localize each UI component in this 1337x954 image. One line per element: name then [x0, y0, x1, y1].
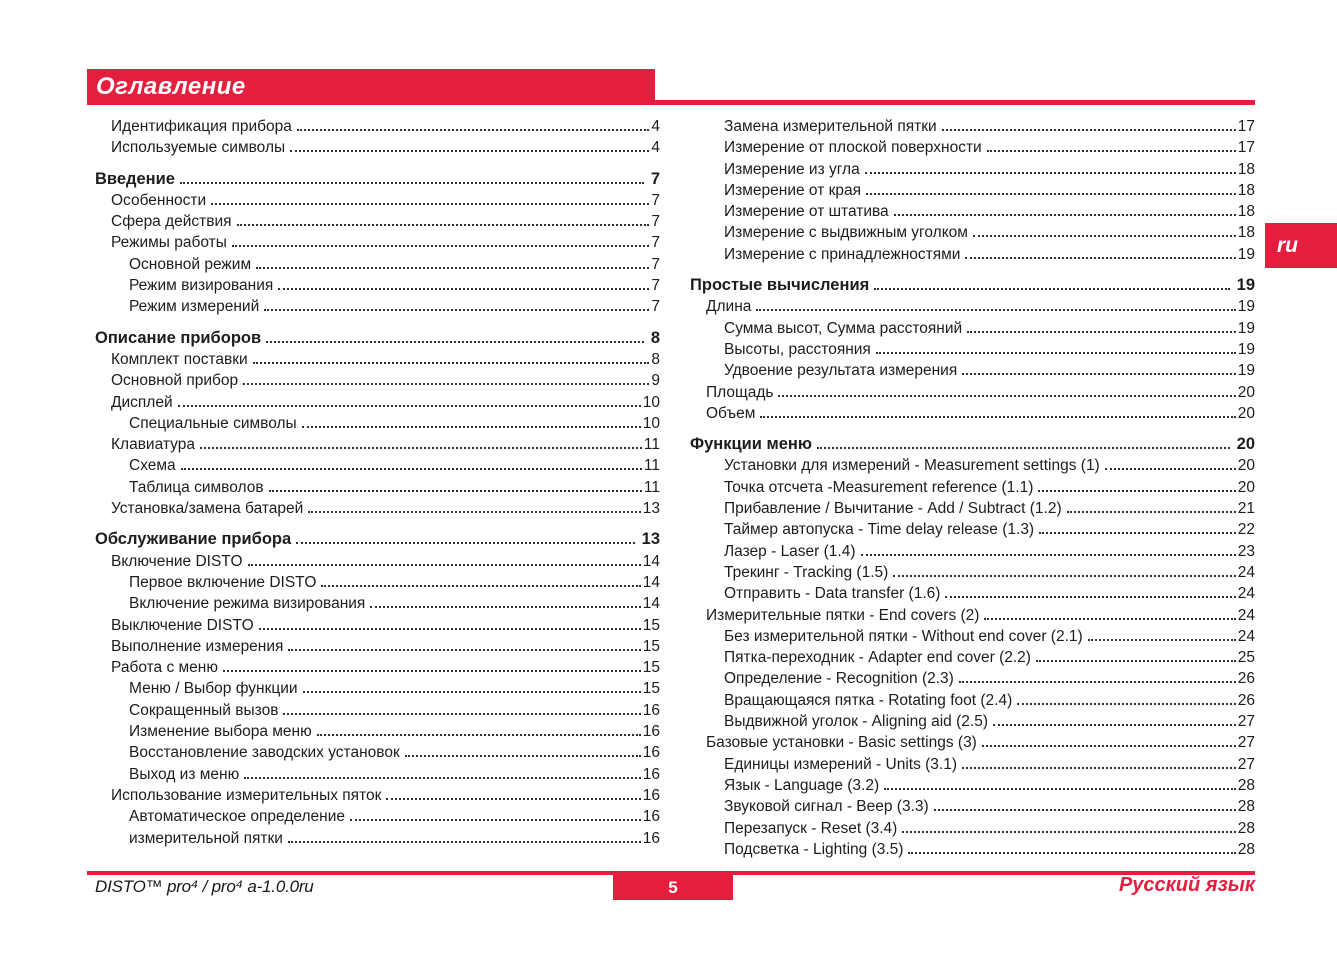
toc-entry — [690, 690, 1255, 711]
toc-entry-page: 7 — [651, 255, 660, 273]
toc-entry-page: 14 — [642, 573, 660, 591]
dot-leader — [973, 235, 1236, 237]
toc-entry-label: Режим измерений — [129, 298, 260, 316]
toc-entry — [690, 668, 1255, 689]
dot-leader — [817, 447, 1230, 449]
header-rule — [655, 100, 1255, 105]
toc-entry-label: Режимы работы — [111, 234, 227, 252]
toc-entry-page: 11 — [643, 457, 660, 475]
toc-entry-label: Включение DISTO — [111, 552, 243, 570]
toc-entry-label: Комплект поставки — [111, 350, 248, 368]
toc-entry-label: Вращающаяся пятка - Rotating foot (2.4) — [724, 691, 1013, 709]
toc-entry — [690, 754, 1255, 775]
toc-entry-page: 4 — [651, 118, 660, 135]
toc-left-column — [95, 116, 660, 849]
toc-entry-page: 7 — [651, 191, 660, 209]
toc-entry-page: 20 — [1237, 478, 1255, 496]
toc-entry-label: Длина — [706, 298, 752, 316]
toc-entry-label: Таймер автопуска - Time delay release (1.3) — [724, 521, 1035, 539]
dot-leader — [959, 681, 1236, 683]
dot-leader — [278, 288, 649, 290]
toc-entry-label: Удвоение результата измерения — [724, 362, 958, 380]
toc-entry-page: 18 — [1237, 224, 1255, 242]
toc-entry — [95, 434, 660, 455]
toc-entry-label: Измерение от плоской поверхности — [724, 139, 982, 157]
toc-entry-page: 7 — [651, 277, 660, 295]
toc-entry-page: 27 — [1237, 755, 1255, 773]
toc-entry-page: 18 — [1237, 203, 1255, 221]
toc-entry-label: Выключение DISTO — [111, 616, 254, 634]
toc-entry-page: 13 — [642, 500, 660, 518]
toc-entry-label: Таблица символов — [129, 478, 264, 496]
toc-entry — [690, 339, 1255, 360]
toc-entry-page: 14 — [642, 552, 660, 570]
toc-entry-label: Измерение от штатива — [724, 203, 889, 221]
dot-leader — [908, 852, 1235, 854]
toc-entry-label: Восстановление заводских установок — [129, 744, 400, 762]
dot-leader — [200, 447, 642, 449]
language-tab — [1265, 223, 1337, 268]
toc-entry-page: 16 — [642, 786, 660, 804]
toc-entry-label: Используемые символы — [111, 139, 286, 157]
toc-entry-page: 17 — [1237, 118, 1255, 135]
toc-entry-page: 20 — [1237, 383, 1255, 401]
toc-entry-page: 16 — [642, 723, 660, 741]
toc-entry-label: Измерение с выдвижным уголком — [724, 224, 968, 242]
toc-entry — [95, 764, 660, 785]
dot-leader — [248, 564, 641, 566]
dot-leader — [350, 819, 641, 821]
toc-entry-label: Прибавление / Вычитание - Add / Subtract (1.2) — [724, 500, 1062, 518]
page-number-box — [613, 875, 733, 900]
toc-entry — [690, 360, 1255, 381]
toc-entry-label: Базовые установки - Basic settings (3) — [706, 734, 977, 752]
toc-entry — [690, 455, 1255, 476]
dot-leader — [1017, 703, 1235, 705]
dot-leader — [296, 542, 634, 544]
toc-entry — [690, 796, 1255, 817]
toc-entry — [690, 541, 1255, 562]
dot-leader — [178, 405, 641, 407]
toc-entry-label: Сумма высот, Сумма расстояний — [724, 319, 963, 337]
toc-entry — [690, 275, 1255, 296]
toc-entry-label: Работа с меню — [111, 659, 218, 677]
dot-leader — [256, 267, 649, 269]
toc-entry-label: Трекинг - Tracking (1.5) — [724, 563, 889, 581]
toc-entry — [95, 370, 660, 391]
toc-entry — [690, 116, 1255, 137]
toc-entry — [690, 732, 1255, 753]
toc-entry — [95, 615, 660, 636]
dot-leader — [259, 628, 641, 630]
toc-entry — [95, 392, 660, 413]
dot-leader — [288, 649, 640, 651]
toc-entry-label: Измерительные пятки - End covers (2) — [706, 606, 980, 624]
toc-entry — [690, 818, 1255, 839]
toc-entry — [690, 222, 1255, 243]
toc-entry — [690, 296, 1255, 317]
toc-entry-label: Высоты, расстояния — [724, 340, 871, 358]
dot-leader — [962, 767, 1236, 769]
toc-entry-page: 19 — [1237, 319, 1255, 337]
toc-entry-page: 28 — [1237, 840, 1255, 858]
toc-entry-label: Основной режим — [129, 255, 252, 273]
toc-entry-page: 19 — [1237, 298, 1255, 316]
dot-leader — [982, 745, 1236, 747]
dot-leader — [1105, 468, 1236, 470]
toc-entry-page: 16 — [642, 744, 660, 762]
toc-entry — [690, 244, 1255, 265]
dot-leader — [243, 383, 649, 385]
dot-leader — [370, 606, 640, 608]
toc-entry — [690, 605, 1255, 626]
toc-entry-label: Включение режима визирования — [129, 595, 366, 613]
toc-entry-label: Перезапуск - Reset (3.4) — [724, 819, 898, 837]
toc-entry-page: 8 — [650, 328, 660, 347]
dot-leader — [967, 331, 1236, 333]
toc-entry — [95, 785, 660, 806]
toc-entry — [95, 254, 660, 275]
toc-entry — [95, 296, 660, 317]
toc-right-column — [690, 116, 1255, 860]
toc-entry-label: Выход из меню — [129, 765, 240, 783]
dot-leader — [302, 426, 641, 428]
toc-entry-page: 19 — [1236, 276, 1255, 295]
toc-entry-label: Клавиатура — [111, 436, 195, 454]
toc-entry-page: 23 — [1237, 542, 1255, 560]
toc-entry-page: 15 — [642, 680, 660, 698]
toc-entry-page: 19 — [1237, 340, 1255, 358]
toc-entry-label: Основной прибор — [111, 372, 239, 390]
toc-entry — [95, 572, 660, 593]
toc-entry-label: Введение — [95, 169, 175, 188]
dot-leader — [321, 585, 640, 587]
dot-leader — [1088, 639, 1236, 641]
dot-leader — [902, 831, 1235, 833]
toc-entry-label: Замена измерительной пятки — [724, 118, 937, 135]
toc-entry-label: Без измерительной пятки - Without end cover (2.1) — [724, 627, 1083, 645]
toc-entry-page: 7 — [651, 213, 660, 231]
document-language-label: Русский язык — [1118, 874, 1255, 896]
toc-entry — [95, 636, 660, 657]
toc-entry — [95, 529, 660, 550]
toc-entry-label: Установки для измерений - Measurement settings (1) — [724, 457, 1100, 475]
toc-entry-page: 7 — [651, 298, 660, 316]
toc-entry-page: 28 — [1237, 798, 1255, 816]
dot-leader — [1067, 511, 1236, 513]
toc-entry-label: Схема — [129, 457, 176, 475]
toc-entry — [95, 190, 660, 211]
toc-entry — [95, 593, 660, 614]
toc-entry-page: 9 — [651, 372, 660, 390]
dot-leader — [893, 575, 1235, 577]
dot-leader — [984, 618, 1235, 620]
page-title: Оглавление — [96, 73, 246, 100]
toc-entry-page: 27 — [1237, 734, 1255, 752]
language-tab-label: ru — [1277, 233, 1298, 257]
toc-entry-page: 24 — [1237, 585, 1255, 603]
toc-entry-label: Специальные символы — [129, 414, 297, 432]
dot-leader — [211, 203, 649, 205]
toc-entry-page: 26 — [1237, 691, 1255, 709]
toc-entry-page: 11 — [643, 436, 660, 454]
toc-entry — [95, 349, 660, 370]
toc-entry — [690, 583, 1255, 604]
toc-entry-label: Функции меню — [690, 435, 812, 454]
toc-entry — [690, 519, 1255, 540]
dot-leader — [317, 734, 641, 736]
toc-entry — [690, 498, 1255, 519]
toc-entry — [95, 275, 660, 296]
dot-leader — [945, 596, 1235, 598]
toc-entry — [690, 180, 1255, 201]
dot-leader — [993, 724, 1236, 726]
toc-entry — [95, 169, 660, 190]
toc-entry — [95, 828, 660, 849]
toc-entry-label: Подсветка - Lighting (3.5) — [724, 840, 904, 858]
dot-leader — [405, 755, 641, 757]
toc-entry-label: Язык - Language (3.2) — [724, 776, 880, 794]
toc-entry — [690, 382, 1255, 403]
toc-entry-label: Определение - Recognition (2.3) — [724, 670, 954, 688]
toc-entry-label: Идентификация прибора — [111, 118, 292, 135]
toc-entry-label: Изменение выбора меню — [129, 723, 312, 741]
dot-leader — [290, 150, 649, 152]
toc-entry-label: Площадь — [706, 383, 774, 401]
dot-leader — [288, 841, 641, 843]
dot-leader — [237, 224, 650, 226]
toc-entry-page: 11 — [643, 478, 660, 496]
toc-entry-label: Сокращенный вызов — [129, 701, 279, 719]
toc-entry-page: 14 — [642, 595, 660, 613]
toc-entry-page: 19 — [1237, 245, 1255, 263]
toc-entry-label: Обслуживание прибора — [95, 530, 292, 549]
toc-entry-page: 17 — [1237, 139, 1255, 157]
toc-entry-page: 24 — [1237, 627, 1255, 645]
toc-entry-page: 4 — [651, 139, 660, 157]
dot-leader — [894, 214, 1236, 216]
dot-leader — [244, 777, 641, 779]
toc-entry-label: Сфера действия — [111, 213, 232, 231]
toc-entry — [95, 477, 660, 498]
toc-entry-page: 21 — [1237, 500, 1255, 518]
dot-leader — [1036, 660, 1236, 662]
dot-leader — [303, 691, 641, 693]
toc-entry-page: 24 — [1237, 563, 1255, 581]
dot-leader — [884, 788, 1236, 790]
dot-leader — [874, 288, 1229, 290]
toc-entry-page: 20 — [1237, 404, 1255, 422]
dot-leader — [987, 150, 1236, 152]
dot-leader — [934, 809, 1236, 811]
toc-entry-page: 16 — [642, 829, 660, 847]
toc-entry — [690, 201, 1255, 222]
toc-entry-page: 28 — [1237, 776, 1255, 794]
toc-entry-label: Автоматическое определение — [129, 808, 345, 826]
toc-entry-label: измерительной пятки — [129, 829, 283, 847]
toc-entry-label: Дисплей — [111, 393, 173, 411]
toc-entry — [95, 328, 660, 349]
product-version-text: DISTO™ pro⁴ / pro⁴ a-1.0.0ru — [95, 877, 314, 896]
toc-entry-label: Первое включение DISTO — [129, 573, 317, 591]
toc-entry-page: 7 — [650, 169, 660, 188]
dot-leader — [283, 713, 640, 715]
toc-entry — [95, 721, 660, 742]
toc-entry-page: 20 — [1237, 457, 1255, 475]
dot-leader — [386, 798, 640, 800]
toc-entry-label: Объем — [706, 404, 756, 422]
toc-entry-label: Меню / Выбор функции — [129, 680, 298, 698]
toc-entry-page: 15 — [642, 659, 660, 677]
toc-entry — [95, 700, 660, 721]
toc-entry-label: Режим визирования — [129, 277, 274, 295]
toc-entry — [690, 477, 1255, 498]
page-number: 5 — [668, 877, 678, 897]
toc-entry — [690, 434, 1255, 455]
toc-entry-page: 18 — [1237, 160, 1255, 178]
toc-entry-label: Описание приборов — [95, 328, 262, 347]
dot-leader — [962, 373, 1236, 375]
contents-header-bar — [87, 69, 655, 105]
toc-entry — [95, 551, 660, 572]
toc-entry — [95, 806, 660, 827]
dot-leader — [965, 257, 1235, 259]
toc-entry — [690, 159, 1255, 180]
toc-entry-page: 24 — [1237, 606, 1255, 624]
toc-entry — [95, 742, 660, 763]
toc-entry — [690, 626, 1255, 647]
toc-entry — [95, 137, 660, 158]
toc-entry-label: Измерение от края — [724, 181, 862, 199]
toc-entry-page: 18 — [1237, 181, 1255, 199]
toc-entry — [95, 498, 660, 519]
toc-entry-page: 10 — [642, 393, 660, 411]
toc-entry-label: Измерение с принадлежностями — [724, 245, 961, 263]
dot-leader — [180, 182, 644, 184]
toc-entry-label: Пятка-переходник - Adapter end cover (2.2) — [724, 649, 1031, 667]
toc-entry — [95, 232, 660, 253]
dot-leader — [253, 362, 650, 364]
toc-entry-label: Измерение из угла — [724, 160, 860, 178]
toc-entry — [690, 403, 1255, 424]
dot-leader — [865, 172, 1236, 174]
dot-leader — [223, 670, 641, 672]
toc-entry-label: Единицы измерений - Units (3.1) — [724, 755, 958, 773]
toc-entry-page: 15 — [642, 637, 660, 655]
toc-entry — [95, 116, 660, 137]
dot-leader — [861, 554, 1236, 556]
toc-entry-label: Выдвижной уголок - Aligning aid (2.5) — [724, 713, 988, 731]
toc-entry-page: 25 — [1237, 649, 1255, 667]
dot-leader — [1038, 490, 1235, 492]
toc-entry-page: 27 — [1237, 713, 1255, 731]
toc-entry — [690, 839, 1255, 860]
toc-entry-page: 19 — [1237, 362, 1255, 380]
dot-leader — [297, 129, 649, 131]
toc-entry-page: 8 — [651, 350, 660, 368]
toc-entry-label: Отправить - Data transfer (1.6) — [724, 585, 941, 603]
toc-entry-page: 15 — [642, 616, 660, 634]
toc-entry — [690, 711, 1255, 732]
toc-entry-label: Выполнение измерения — [111, 637, 284, 655]
toc-entry-page: 16 — [642, 701, 660, 719]
dot-leader — [942, 129, 1236, 131]
dot-leader — [266, 341, 644, 343]
toc-entry-label: Установка/замена батарей — [111, 500, 304, 518]
dot-leader — [876, 352, 1236, 354]
toc-entry-label: Лазер - Laser (1.4) — [724, 542, 856, 560]
toc-entry-page: 16 — [642, 808, 660, 826]
toc-entry-label: Простые вычисления — [690, 276, 870, 295]
dot-leader — [760, 416, 1235, 418]
toc-entry-page: 20 — [1236, 435, 1255, 454]
dot-leader — [866, 193, 1236, 195]
dot-leader — [778, 395, 1235, 397]
toc-entry-page: 22 — [1237, 521, 1255, 539]
toc-entry — [690, 137, 1255, 158]
toc-entry — [95, 211, 660, 232]
toc-entry — [95, 455, 660, 476]
dot-leader — [1039, 532, 1236, 534]
dot-leader — [269, 490, 642, 492]
toc-entry-page: 26 — [1237, 670, 1255, 688]
toc-entry-page: 10 — [642, 414, 660, 432]
toc-entry — [690, 775, 1255, 796]
toc-entry — [690, 562, 1255, 583]
dot-leader — [756, 309, 1235, 311]
toc-entry — [690, 647, 1255, 668]
toc-entry-page: 28 — [1237, 819, 1255, 837]
toc-entry — [690, 318, 1255, 339]
dot-leader — [308, 511, 640, 513]
toc-entry-label: Использование измерительных пяток — [111, 786, 382, 804]
dot-leader — [181, 468, 642, 470]
toc-entry — [95, 413, 660, 434]
toc-entry-page: 7 — [651, 234, 660, 252]
toc-entry-label: Звуковой сигнал - Beep (3.3) — [724, 798, 929, 816]
toc-entry — [95, 657, 660, 678]
toc-entry-label: Особенности — [111, 191, 207, 209]
dot-leader — [264, 309, 649, 311]
toc-entry-page: 13 — [641, 530, 660, 549]
toc-entry-page: 16 — [642, 765, 660, 783]
dot-leader — [232, 245, 650, 247]
toc-entry-label: Точка отсчета -Measurement reference (1.1) — [724, 478, 1034, 496]
toc-entry — [95, 678, 660, 699]
